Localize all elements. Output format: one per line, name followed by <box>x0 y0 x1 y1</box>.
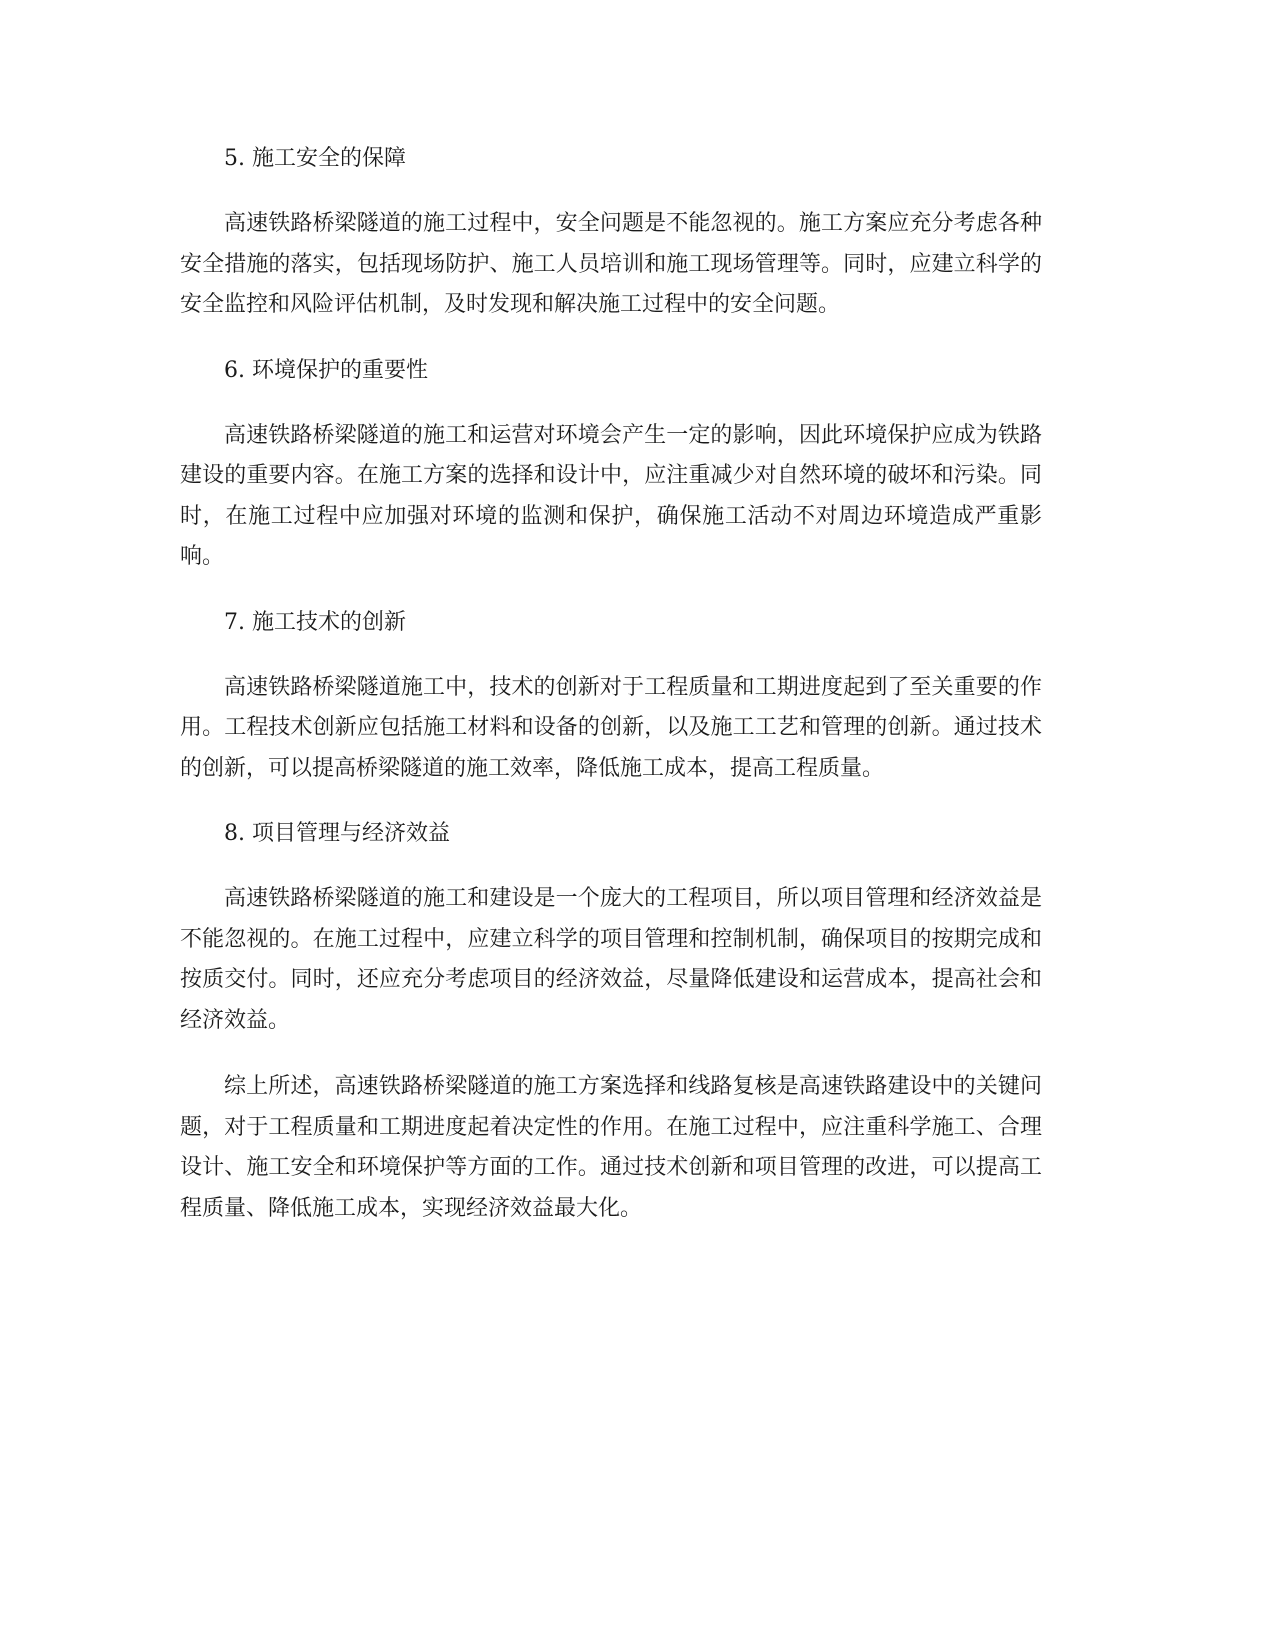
section-paragraph-8: 高速铁路桥梁隧道的施工和建设是一个庞大的工程项目，所以项目管理和经济效益是不能忽视的。在施工过程中，应建立科学的项目管理和控制机制，确保项目的按期完成和按质交付。同时，还应充分考虑项目的经济效益，尽量降低建设和运营成本，提高社会和经济效益。 <box>180 886 1042 1033</box>
section-paragraph-7: 高速铁路桥梁隧道施工中，技术的创新对于工程质量和工期进度起到了至关重要的作用。工程技术创新应包括施工材料和设备的创新，以及施工工艺和管理的创新。通过技术的创新，可以提高桥梁隧道的施工效率，降低施工成本，提高工程质量。 <box>180 674 1042 781</box>
conclusion-paragraph: 综上所述，高速铁路桥梁隧道的施工方案选择和线路复核是高速铁路建设中的关键问题，对于工程质量和工期进度起着决定性的作用。在施工过程中，应注重科学施工、合理设计、施工安全和环境保护等方面的工作。通过技术创新和项目管理的改进，可以提高工程质量、降低施工成本，实现经济效益最大化。 <box>180 1074 1042 1221</box>
section-heading-7: 7. 施工技术的创新 <box>224 609 406 635</box>
section-paragraph-5: 高速铁路桥梁隧道的施工过程中，安全问题是不能忽视的。施工方案应充分考虑各种安全措施的落实，包括现场防护、施工人员培训和施工现场管理等。同时，应建立科学的安全监控和风险评估机制，及时发现和解决施工过程中的安全问题。 <box>180 211 1042 317</box>
section-heading-5: 5. 施工安全的保障 <box>224 146 406 171</box>
section-paragraph-6: 高速铁路桥梁隧道的施工和运营对环境会产生一定的影响，因此环境保护应成为铁路建设的重要内容。在施工方案的选择和设计中，应注重减少对自然环境的破坏和污染。同时，在施工过程中应加强对环境的监测和保护，确保施工活动不对周边环境造成严重影响。 <box>180 422 1042 569</box>
section-heading-8: 8. 项目管理与经济效益 <box>224 821 450 846</box>
section-heading-6: 6. 环境保护的重要性 <box>224 357 428 383</box>
document-page <box>180 140 1042 1255</box>
